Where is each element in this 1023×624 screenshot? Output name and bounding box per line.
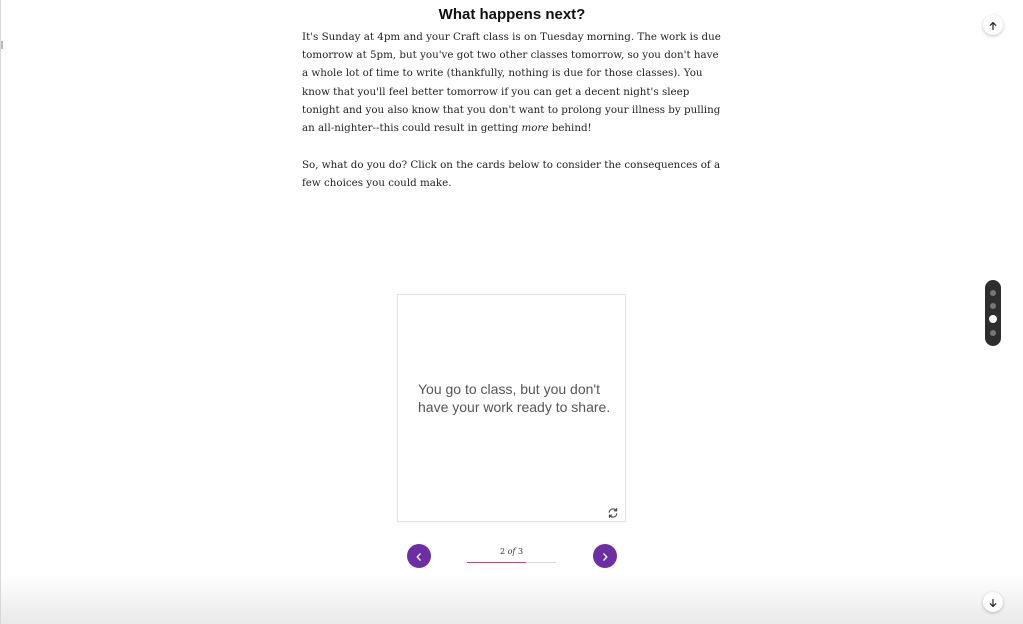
arrow-down-icon: [988, 593, 998, 612]
bottom-fade: [1, 574, 1023, 624]
next-card-button[interactable]: [593, 544, 617, 568]
counter-current: 2: [499, 547, 506, 556]
flip-icon[interactable]: [607, 504, 619, 516]
card-progress-fill: [467, 562, 526, 563]
section-dot[interactable]: [990, 303, 996, 309]
window-edge-marker: [1, 41, 3, 49]
section-dot-active[interactable]: [989, 315, 997, 323]
scroll-down-button[interactable]: [983, 592, 1003, 612]
scenario-paragraph: [302, 28, 722, 137]
scroll-up-button[interactable]: [983, 15, 1003, 35]
previous-card-button[interactable]: [407, 544, 431, 568]
counter-separator: of: [507, 547, 516, 556]
scenario-text: It's Sunday at 4pm and your Craft class is on Tuesday morning. The work is due tomorrow at 5pm, but you've got two other classes tomorrow, so you don't have a whole lot of time to write (thankfully, nothing is due for those classes). You know that you'll feel better tomorrow if you can get a decent night's sleep tonight and you also know that you don't want to prolong your illness by pulling an all-nighter--this could result in getting: [302, 31, 721, 135]
section-dot[interactable]: [990, 290, 996, 296]
chevron-left-icon: [414, 547, 424, 566]
section-dot[interactable]: [990, 330, 996, 336]
scenario-tail: behind!: [548, 122, 592, 135]
counter-total: 3: [517, 547, 524, 556]
card-progress-track: [467, 562, 556, 563]
scenario-emphasis: more: [521, 122, 549, 135]
window-edge: [0, 0, 1, 624]
chevron-right-icon: [600, 547, 610, 566]
section-progress-dots: [985, 280, 1001, 346]
instruction-paragraph: So, what do you do? Click on the cards below to consider the consequences of a few choices you could make.: [302, 159, 721, 190]
card-counter: [467, 547, 556, 556]
arrow-up-icon: [988, 16, 998, 35]
section-heading: What happens next?: [438, 6, 586, 23]
flashcard-text: You go to class, but you don't have your work ready to share.: [418, 381, 611, 415]
flashcard[interactable]: [397, 294, 626, 522]
